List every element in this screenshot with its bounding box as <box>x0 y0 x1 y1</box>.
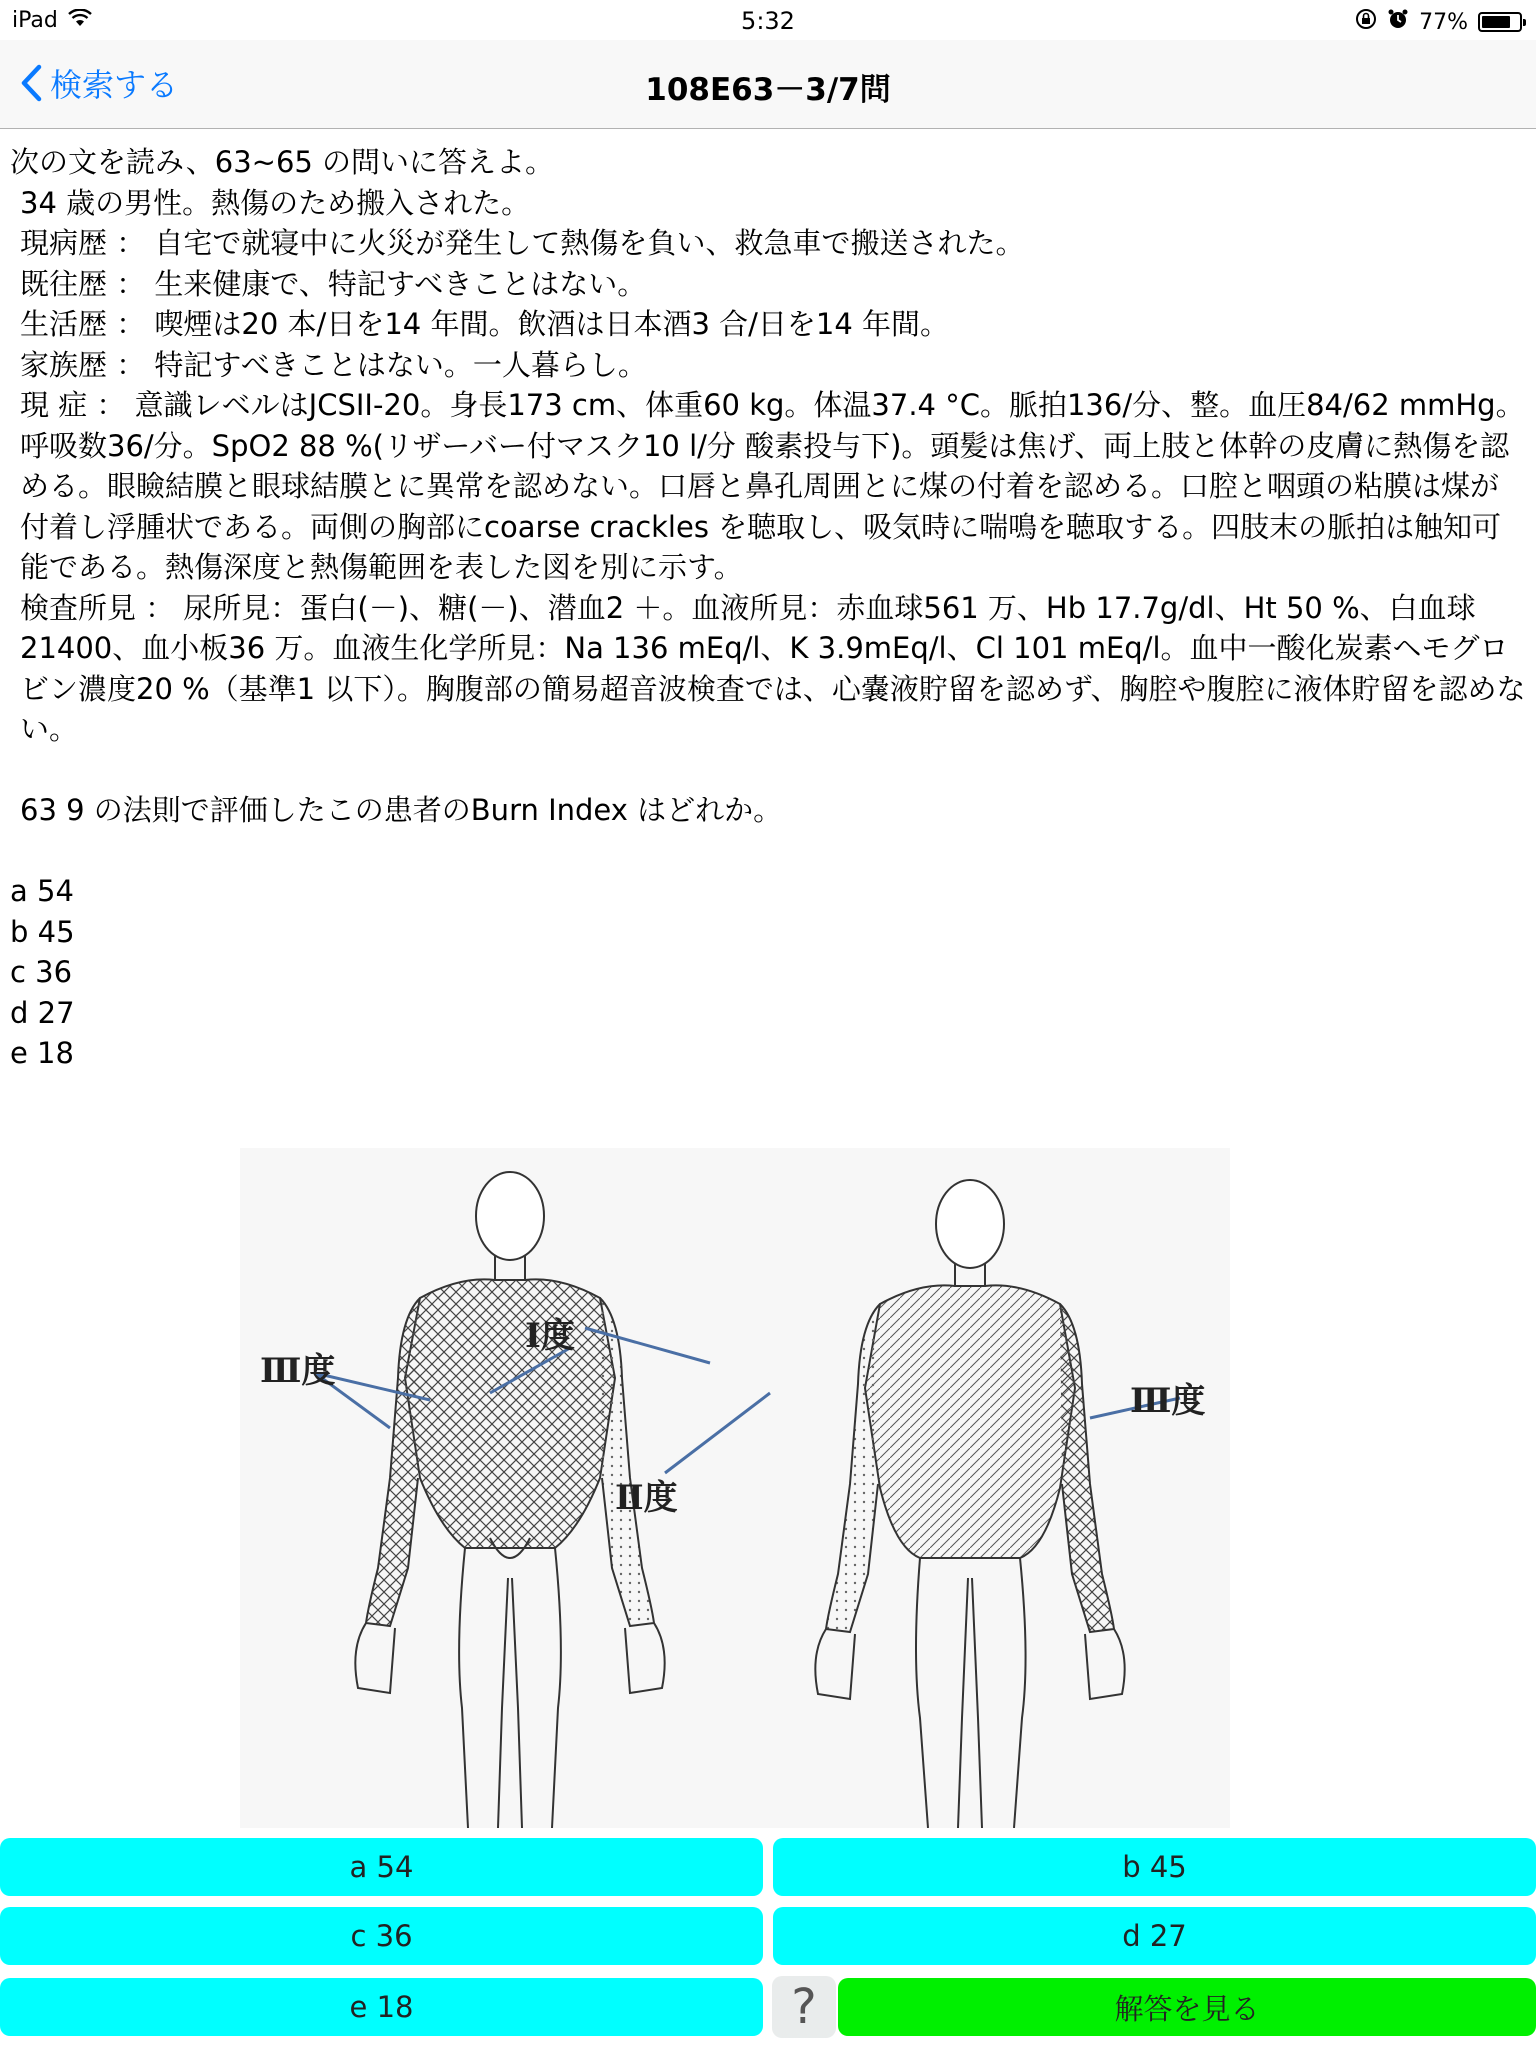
answer-c-button[interactable]: c 36 <box>0 1907 763 1965</box>
battery-percent: 77% <box>1419 9 1468 35</box>
battery-icon <box>1478 12 1522 32</box>
choice-list <box>10 871 1526 1074</box>
page-title: 108E63－3/7問 <box>645 72 891 108</box>
device-name: iPad <box>12 8 58 33</box>
third-degree-label-back: Ⅲ度 <box>1130 1381 1206 1421</box>
status-time: 5:32 <box>741 7 795 35</box>
show-answer-button[interactable]: 解答を見る <box>838 1978 1536 2036</box>
physical-findings: 現 症 ： 意識レベルはJCSII-20。身長173 cm、体重60 kg。体温37.4 °C。脈拍136/分、整。血圧84/62 mmHg。呼吸数36/分。SpO2 88 %(リザーバー付マスク10 l/分 酸素投与下)。頭髪は焦げ、両上肢と体幹の皮膚に熱傷を認める。眼瞼結膜と眼球結膜とに異常を認めない。口唇と鼻孔周囲とに煤の付着を認める。口腔と咽頭の粘膜は煤が付着し浮腫状である。両側の胸部にcoarse crackles を聴取し、吸気時に喘鳴を聴取する。四肢末の脈拍は触知可能である。熱傷深度と熱傷範囲を表した図を別に示す。 <box>20 388 1525 584</box>
status-bar <box>0 0 1536 40</box>
burn-diagram <box>240 1148 1230 1828</box>
list-item: d 27 <box>10 995 75 1030</box>
past-history: 既往歴 ： 生来健康で、特記すべきことはない。 <box>20 266 647 301</box>
help-button[interactable]: ? <box>772 1976 836 2038</box>
list-item: e 18 <box>10 1036 74 1070</box>
answer-d-button[interactable]: d 27 <box>773 1907 1536 1965</box>
present-illness: 現病歴 ： 自宅で就寝中に火災が発生して熱傷を負い、救急車で搬送された。 <box>20 226 1025 260</box>
first-degree-label: Ⅰ度 <box>525 1316 575 1356</box>
answer-b-button[interactable]: b 45 <box>773 1838 1536 1896</box>
alarm-icon <box>1387 8 1409 36</box>
third-degree-label-front: Ⅲ度 <box>260 1351 336 1391</box>
rotation-lock-icon <box>1355 8 1377 36</box>
body-outline-figure <box>240 1148 1230 1828</box>
answer-e-button[interactable]: e 18 <box>0 1978 763 2036</box>
navigation-bar <box>0 40 1536 129</box>
list-item: c 36 <box>10 955 73 989</box>
patient-summary: 34 歳の男性。熱傷のため搬入された。 <box>20 185 531 220</box>
back-button-label: 検索する <box>50 66 179 104</box>
list-item: b 45 <box>10 914 75 949</box>
question-intro: 次の文を読み、63~65 の問いに答えよ。 <box>10 145 555 179</box>
lab-findings: 検査所見 ： 尿所見：蛋白(－)、糖(－)、潜血2 ＋。血液所見：赤血球561 万、Hb 17.7g/dl、Ht 50 %、白血球21400、血小板36 万。血液生化学所見：Na 136 mEq/l、K 3.9mEq/l、Cl 101 mEq/l。血中一酸化炭素ヘモグロビン濃度20 %（基準1 以下）。胸腹部の簡易超音波検査では、心嚢液貯留を認めず、胸腔や腹腔に液体貯留を認めない。 <box>20 590 1526 746</box>
family-history: 家族歴 ： 特記すべきことはない。一人暮らし。 <box>20 347 647 382</box>
list-item: a 54 <box>10 874 74 908</box>
answer-a-button[interactable]: a 54 <box>0 1838 763 1896</box>
second-degree-label: Ⅱ度 <box>615 1478 678 1518</box>
question-prompt: 63 9 の法則で評価したこの患者のBurn Index はどれか。 <box>20 793 783 827</box>
question-body <box>10 142 1526 1074</box>
social-history: 生活歴 ： 喫煙は20 本/日を14 年間。飲酒は日本酒3 合/日を14 年間。 <box>20 307 950 341</box>
